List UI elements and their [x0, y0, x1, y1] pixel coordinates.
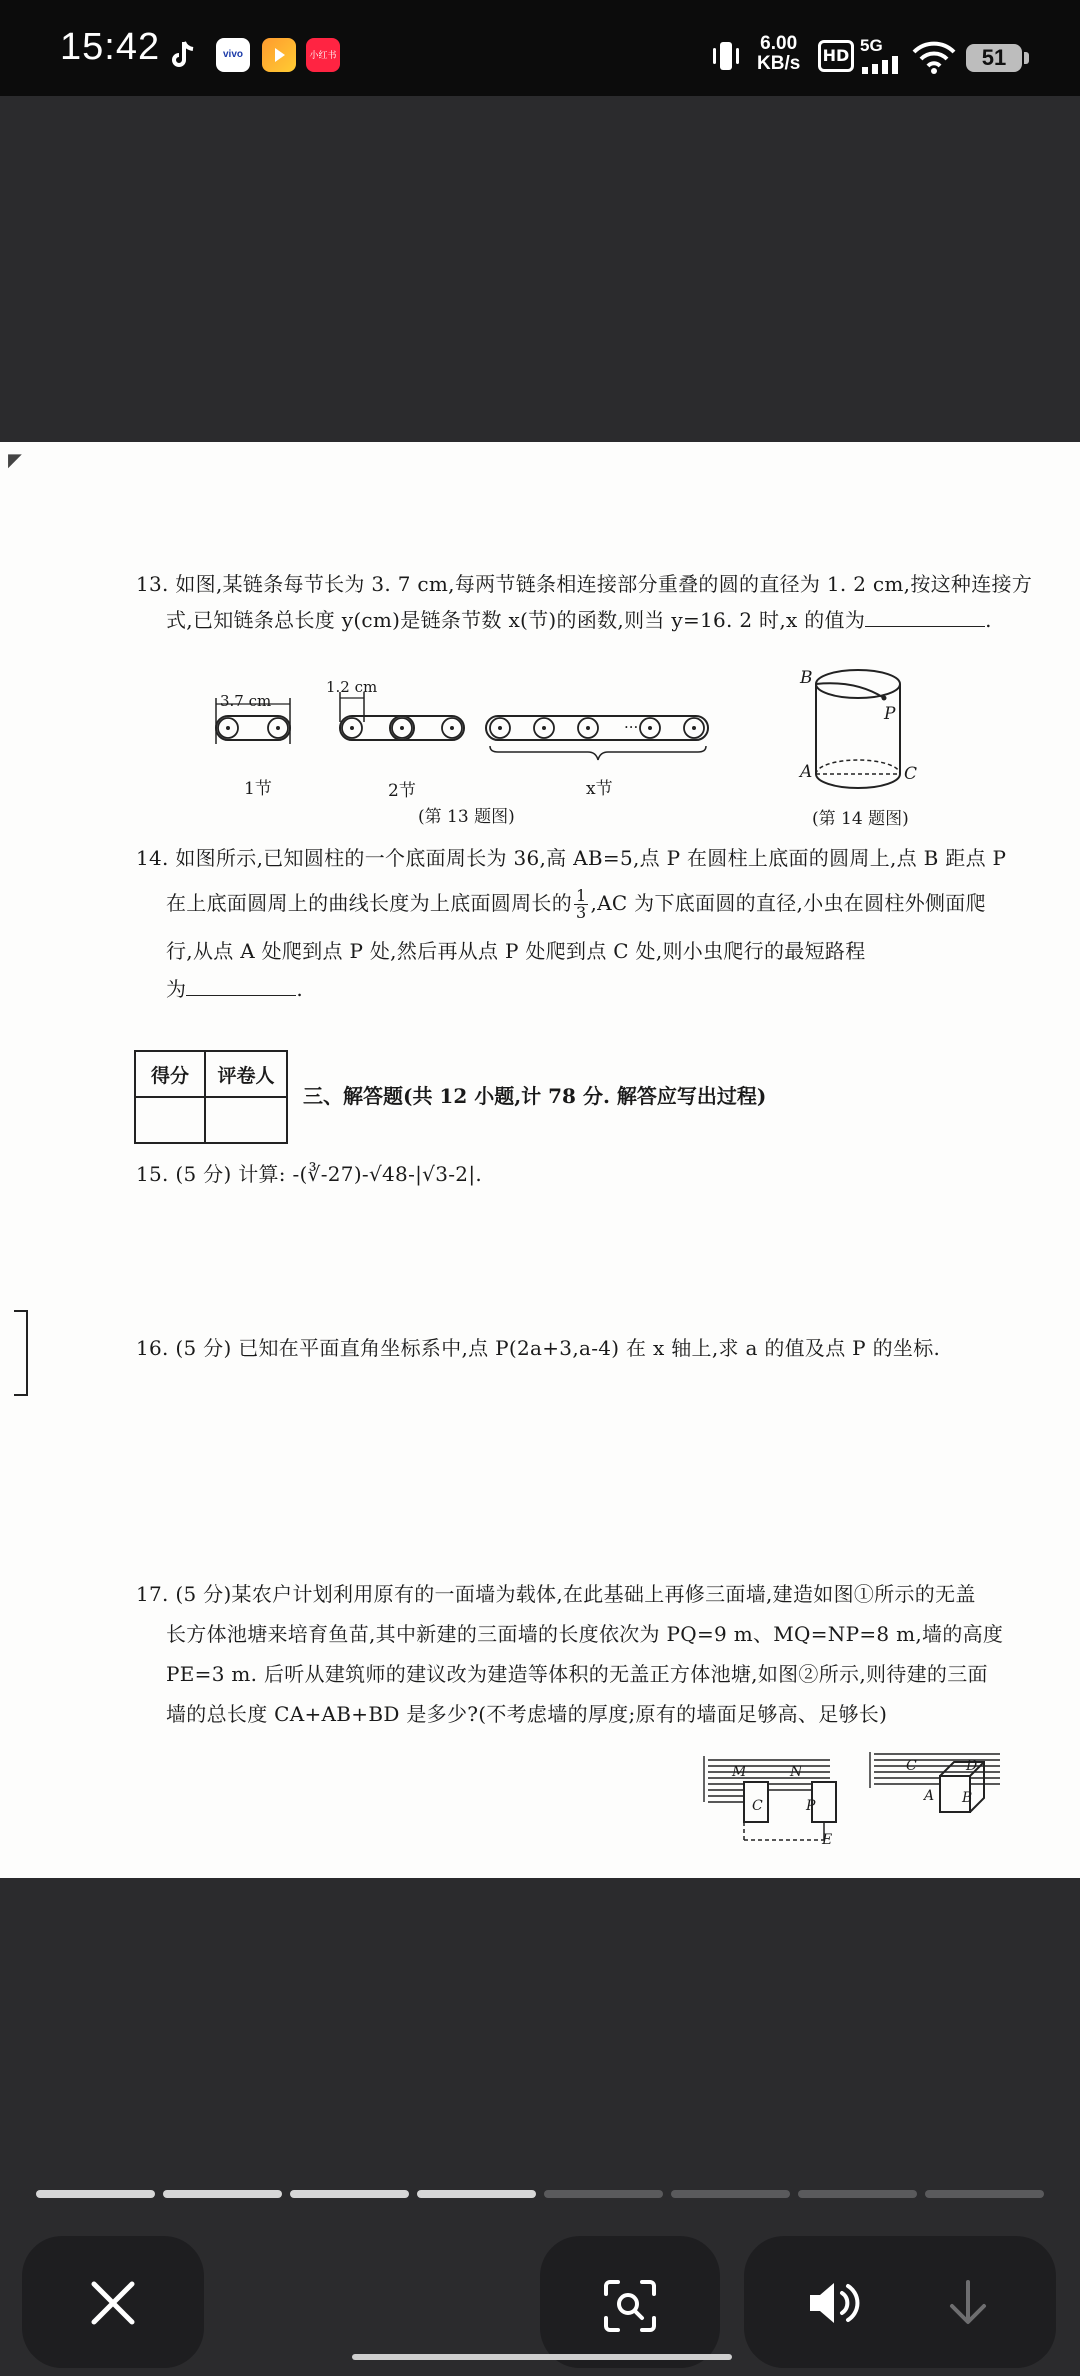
cylinder-label-c: C [904, 764, 918, 784]
image-search-icon [602, 2278, 658, 2334]
q13-figure-caption: (第 13 题图) [418, 807, 515, 827]
pond1-label-p: P [806, 1798, 816, 1814]
cylinder-label-b: B [800, 668, 813, 688]
score-header: 得分 [135, 1051, 205, 1097]
vivo-icon: vivo [216, 38, 250, 72]
q14-line2 [136, 888, 1006, 921]
q14-line4 [136, 977, 1006, 1001]
close-icon [90, 2280, 136, 2326]
q17-line3: PE=3 m. 后听从建筑师的建议改为建造等体积的无盖正方体池塘,如图②所示,则待建的三面 [166, 1662, 988, 1686]
section-title: 三、解答题(共 12 小题,计 78 分. 解答应写出过程) [303, 1084, 767, 1108]
tiktok-icon [170, 40, 196, 70]
progress-segment [417, 2190, 536, 2198]
pond-figure-2 [866, 1748, 1006, 1842]
image-search-button[interactable] [540, 2236, 720, 2368]
pond2-label-b: B [962, 1790, 973, 1806]
frac-numerator: 1 [576, 886, 587, 905]
question-17 [136, 1582, 1003, 1726]
pond2-label-a: A [924, 1788, 935, 1804]
pond2-label-d: D [966, 1758, 978, 1774]
pond2-label-c: C [906, 1758, 917, 1774]
q14-figure-caption: (第 14 题图) [812, 809, 909, 829]
q17-line4: 墙的总长度 CA+AB+BD 是多少?(不考虑墙的厚度;原有的墙面足够高、足够长) [166, 1702, 888, 1726]
score-table [134, 1050, 288, 1144]
q14-answer-blank [186, 977, 296, 996]
vibrate-icon [708, 40, 744, 72]
score-cell [135, 1097, 205, 1143]
battery-level: 51 [966, 44, 1022, 72]
signal-icon [862, 56, 904, 74]
network-type: 5G [860, 36, 883, 55]
chain-label-2: 2节 [388, 781, 416, 801]
sound-icon[interactable] [806, 2278, 862, 2328]
status-bar [0, 0, 1080, 96]
q13-line2 [136, 608, 1032, 632]
q14-line4-text: 为 [166, 977, 187, 1001]
q15-text: 15. (5 分) 计算: -(∛-27)-√48-|√3-2|. [136, 1162, 483, 1186]
chain-figure [210, 682, 730, 762]
q13-end: . [985, 608, 992, 632]
sound-download-bar[interactable] [744, 2236, 1056, 2368]
cylinder-label-p: P [884, 704, 896, 724]
progress-segment [925, 2190, 1044, 2198]
question-16 [136, 1336, 940, 1360]
corner-mark: ◤ [8, 450, 22, 471]
pond1-label-n: N [790, 1764, 803, 1780]
pond1-label-e: E [822, 1832, 833, 1848]
q14-line1: 14. 如图所示,已知圆柱的一个底面周长为 36,高 AB=5,点 P 在圆柱上底面的圆周上,点 B 距点 P [136, 846, 1007, 870]
pond1-label-c: C [752, 1798, 763, 1814]
q14-end: . [296, 977, 303, 1001]
cylinder-label-a: A [800, 762, 813, 782]
net-speed [757, 34, 800, 74]
download-icon[interactable] [944, 2278, 992, 2328]
question-14 [136, 846, 1006, 1001]
chain-label-1: 1节 [244, 779, 272, 799]
net-speed-value: 6.00 [760, 33, 798, 54]
binding-bracket [14, 1310, 28, 1396]
q17-line1: 17. (5 分)某农户计划利用原有的一面墙为载体,在此基础上再修三面墙,建造如图①所示的无盖 [136, 1582, 976, 1606]
progress-segment [36, 2190, 155, 2198]
q17-line2: 长方体池塘来培育鱼苗,其中新建的三面墙的长度依次为 PQ=9 m、MQ=NP=8 m,墙的高度 [166, 1622, 1004, 1646]
q13-line1: 13. 如图,某链条每节长为 3. 7 cm,每两节链条相连接部分重叠的圆的直径为 1. 2 cm,按这种连接方 [136, 572, 1033, 596]
battery-tip [1024, 52, 1029, 64]
progress-segment [290, 2190, 409, 2198]
progress-segment [671, 2190, 790, 2198]
image-progress-bar [36, 2190, 1044, 2198]
q14-line2b: ,AC 为下底面圆的直径,小虫在圆柱外侧面爬 [590, 891, 986, 915]
question-13 [136, 572, 1032, 632]
clock: 15:42 [60, 26, 161, 68]
chain-label-x: x节 [586, 779, 613, 799]
q13-answer-blank [865, 608, 985, 627]
fraction-one-third [574, 888, 588, 921]
progress-segment [163, 2190, 282, 2198]
q13-line2-text: 式,已知链条总长度 y(cm)是链条节数 x(节)的函数,则当 y=16. 2 时,x 的值为 [166, 608, 866, 632]
grader-cell [205, 1097, 287, 1143]
cylinder-figure [800, 662, 910, 812]
frac-denominator: 3 [576, 903, 587, 922]
overlap-length-label: 1.2 cm [326, 678, 378, 696]
q14-line3: 行,从点 A 处爬到点 P 处,然后再从点 P 处爬到点 C 处,则小虫爬行的最短路程 [166, 939, 866, 963]
exam-page-image[interactable] [0, 442, 1080, 1878]
q16-text: 16. (5 分) 已知在平面直角坐标系中,点 P(2a+3,a-4) 在 x 轴上,求 a 的值及点 P 的坐标. [136, 1336, 941, 1360]
q14-line2a: 在上底面圆周上的曲线长度为上底面圆周长的 [166, 891, 572, 915]
wifi-icon [912, 40, 956, 74]
progress-segment [798, 2190, 917, 2198]
hd-badge: HD [818, 40, 854, 72]
progress-segment [544, 2190, 663, 2198]
net-speed-unit: KB/s [757, 53, 801, 74]
chain-length-label: 3.7 cm [220, 692, 272, 710]
close-button[interactable] [22, 2236, 204, 2368]
question-15 [136, 1162, 482, 1186]
home-indicator[interactable] [352, 2354, 732, 2360]
chain-dots: ··· [624, 718, 639, 736]
pond1-label-m: M [732, 1764, 747, 1780]
video-app-icon [262, 38, 296, 72]
xiaohongshu-icon: 小红书 [306, 38, 340, 72]
grader-header: 评卷人 [205, 1051, 287, 1097]
